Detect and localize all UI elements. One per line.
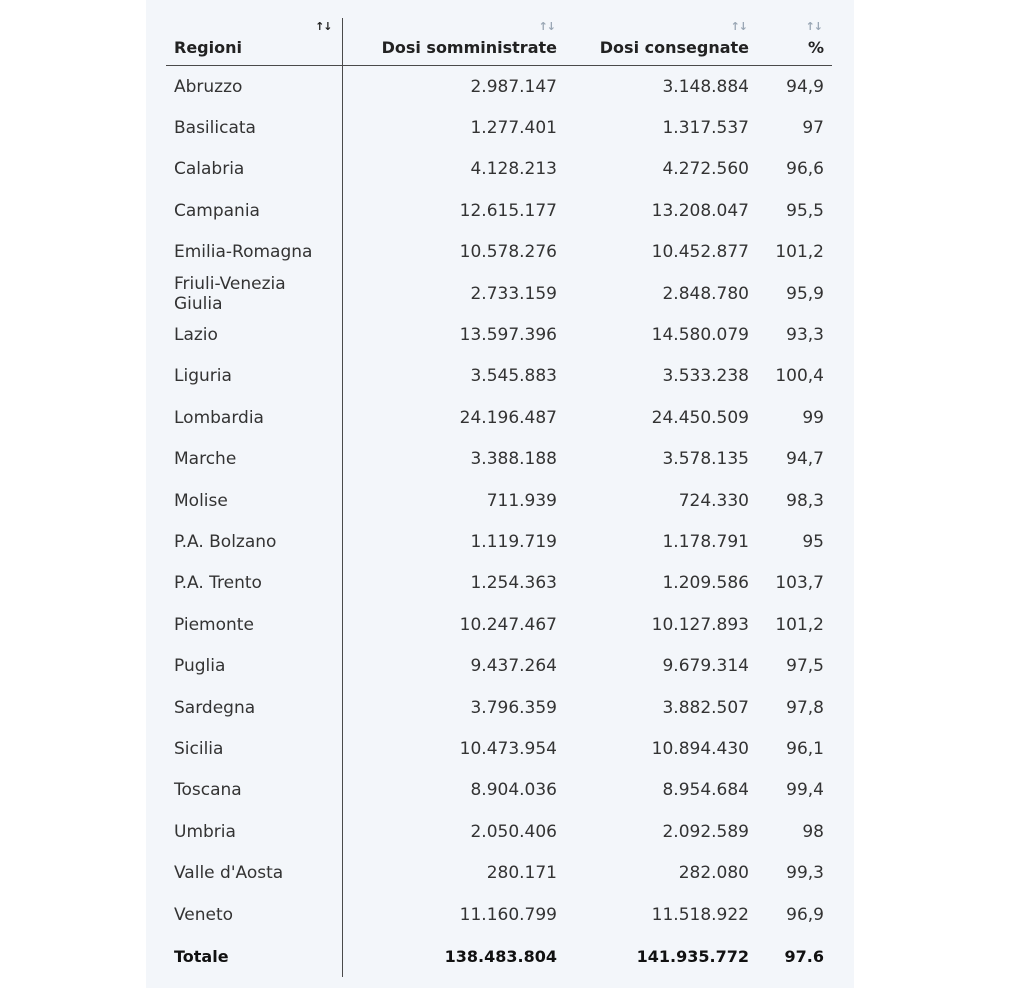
dosi-consegnate-cell: 10.127.893 — [651, 614, 749, 635]
region-cell: Umbria — [166, 811, 342, 852]
table-row — [166, 687, 832, 728]
table-row — [166, 604, 832, 645]
percent-cell: 98,3 — [786, 490, 824, 511]
dosi-somministrate-cell: 8.904.036 — [470, 780, 557, 801]
table-row — [166, 563, 832, 604]
region-cell: Lazio — [166, 314, 342, 355]
dosi-somministrate-cell: 1.277.401 — [470, 118, 557, 139]
percent-cell: 99,4 — [786, 780, 824, 801]
region-cell: Emilia-Romagna — [166, 232, 342, 273]
dosi-consegnate-cell: 14.580.079 — [651, 325, 749, 346]
percent-cell: 103,7 — [775, 573, 824, 594]
sort-icon[interactable]: ↑↓ — [730, 20, 747, 33]
dosi-consegnate-cell: 4.272.560 — [662, 159, 749, 180]
percent-cell: 95 — [802, 531, 824, 552]
dosi-consegnate-cell: 3.533.238 — [662, 366, 749, 387]
percent-cell: 97,8 — [786, 697, 824, 718]
region-cell: P.A. Trento — [166, 563, 342, 604]
percent-cell: 101,2 — [775, 614, 824, 635]
dosi-consegnate-cell: 11.518.922 — [651, 904, 749, 925]
dosi-somministrate-cell: 1.119.719 — [470, 531, 557, 552]
table-row — [166, 852, 832, 893]
dosi-somministrate-cell: 10.473.954 — [459, 738, 557, 759]
dosi-somministrate-cell: 10.578.276 — [459, 242, 557, 263]
dosi-consegnate-cell: 3.148.884 — [662, 76, 749, 97]
region-cell: Veneto — [166, 894, 342, 935]
table-row — [166, 314, 832, 355]
dosi-somministrate-cell: 3.545.883 — [470, 366, 557, 387]
column-header-label: Dosi somministrate — [381, 38, 557, 57]
region-cell: Abruzzo — [166, 66, 342, 108]
dosi-consegnate-cell: 2.092.589 — [662, 821, 749, 842]
percent-cell: 96,1 — [786, 738, 824, 759]
table-row — [166, 107, 832, 148]
percent-cell: 96,9 — [786, 904, 824, 925]
dosi-somministrate-cell: 3.796.359 — [470, 697, 557, 718]
region-cell: Valle d'Aosta — [166, 852, 342, 893]
region-cell: Toscana — [166, 770, 342, 811]
table-row — [166, 728, 832, 769]
total-dosi-somministrate: 138.483.804 — [444, 946, 557, 966]
table-row — [166, 66, 832, 108]
percent-cell: 99,3 — [786, 863, 824, 884]
dosi-consegnate-cell: 1.178.791 — [662, 531, 749, 552]
table-row — [166, 811, 832, 852]
table-row — [166, 770, 832, 811]
dosi-consegnate-cell: 3.578.135 — [662, 449, 749, 470]
region-cell: P.A. Bolzano — [166, 521, 342, 562]
table-row — [166, 273, 832, 314]
percent-cell: 95,5 — [786, 200, 824, 221]
column-header-dosi-consegnate[interactable] — [565, 18, 757, 66]
table-row — [166, 439, 832, 480]
column-header-percent[interactable] — [757, 18, 832, 66]
region-cell: Sardegna — [166, 687, 342, 728]
percent-cell: 100,4 — [775, 366, 824, 387]
dosi-somministrate-cell: 10.247.467 — [459, 614, 557, 635]
region-cell: Lombardia — [166, 397, 342, 438]
column-header-regioni[interactable] — [166, 18, 342, 66]
region-cell: Sicilia — [166, 728, 342, 769]
table-row — [166, 190, 832, 231]
column-header-label: Regioni — [174, 38, 242, 57]
dosi-consegnate-cell: 282.080 — [678, 863, 749, 884]
percent-cell: 97 — [802, 118, 824, 139]
table-row — [166, 521, 832, 562]
dosi-consegnate-cell: 10.452.877 — [651, 242, 749, 263]
dosi-consegnate-cell: 8.954.684 — [662, 780, 749, 801]
dosi-consegnate-cell: 724.330 — [678, 490, 749, 511]
dosi-somministrate-cell: 3.388.188 — [470, 449, 557, 470]
dosi-consegnate-cell: 24.450.509 — [651, 407, 749, 428]
dosi-somministrate-cell: 280.171 — [486, 863, 557, 884]
dosi-consegnate-cell: 1.209.586 — [662, 573, 749, 594]
total-dosi-consegnate: 141.935.772 — [636, 946, 749, 966]
region-cell: Marche — [166, 439, 342, 480]
column-header-label: Dosi consegnate — [599, 38, 749, 57]
percent-cell: 95,9 — [786, 283, 824, 304]
dosi-somministrate-cell: 13.597.396 — [459, 325, 557, 346]
table-body — [166, 66, 832, 936]
table-row — [166, 645, 832, 686]
table-row — [166, 149, 832, 190]
sort-icon[interactable]: ↑↓ — [805, 20, 822, 33]
region-cell: Calabria — [166, 149, 342, 190]
percent-cell: 101,2 — [775, 242, 824, 263]
table-row — [166, 397, 832, 438]
dosi-somministrate-cell: 2.987.147 — [470, 76, 557, 97]
dosi-somministrate-cell: 2.050.406 — [470, 821, 557, 842]
table-row — [166, 480, 832, 521]
sort-icon[interactable]: ↑↓ — [315, 20, 332, 33]
dosi-somministrate-cell: 11.160.799 — [459, 904, 557, 925]
dosi-somministrate-cell: 24.196.487 — [459, 407, 557, 428]
dosi-consegnate-cell: 3.882.507 — [662, 697, 749, 718]
percent-cell: 97,5 — [786, 656, 824, 677]
percent-cell: 94,9 — [786, 76, 824, 97]
region-cell: Molise — [166, 480, 342, 521]
region-cell: Puglia — [166, 645, 342, 686]
region-cell: Campania — [166, 190, 342, 231]
percent-cell: 93,3 — [786, 325, 824, 346]
column-header-label: % — [807, 38, 824, 57]
region-cell: Friuli-Venezia Giulia — [166, 273, 342, 314]
dosi-somministrate-cell: 12.615.177 — [459, 200, 557, 221]
dosi-consegnate-cell: 2.848.780 — [662, 283, 749, 304]
dosi-consegnate-cell: 1.317.537 — [662, 118, 749, 139]
dosi-consegnate-cell: 9.679.314 — [662, 656, 749, 677]
region-cell: Basilicata — [166, 107, 342, 148]
sort-icon[interactable]: ↑↓ — [538, 20, 555, 33]
total-percent: 97.6 — [784, 946, 824, 966]
percent-cell: 94,7 — [786, 449, 824, 470]
dosi-consegnate-cell: 10.894.430 — [651, 738, 749, 759]
region-cell: Piemonte — [166, 604, 342, 645]
table-row — [166, 232, 832, 273]
dosi-somministrate-cell: 2.733.159 — [470, 283, 557, 304]
percent-cell: 99 — [802, 407, 824, 428]
region-cell: Liguria — [166, 356, 342, 397]
dosi-somministrate-cell: 9.437.264 — [470, 656, 557, 677]
table-row — [166, 894, 832, 935]
percent-cell: 98 — [802, 821, 824, 842]
dosi-somministrate-cell: 4.128.213 — [470, 159, 557, 180]
column-header-dosi-somministrate[interactable] — [342, 18, 565, 66]
dosi-consegnate-cell: 13.208.047 — [651, 200, 749, 221]
total-row — [166, 935, 832, 977]
dosi-somministrate-cell: 711.939 — [486, 490, 557, 511]
dosi-somministrate-cell: 1.254.363 — [470, 573, 557, 594]
percent-cell: 96,6 — [786, 159, 824, 180]
table-row — [166, 356, 832, 397]
total-label: Totale — [166, 935, 342, 977]
vaccine-doses-table — [166, 18, 832, 977]
table-header-row — [166, 18, 832, 66]
